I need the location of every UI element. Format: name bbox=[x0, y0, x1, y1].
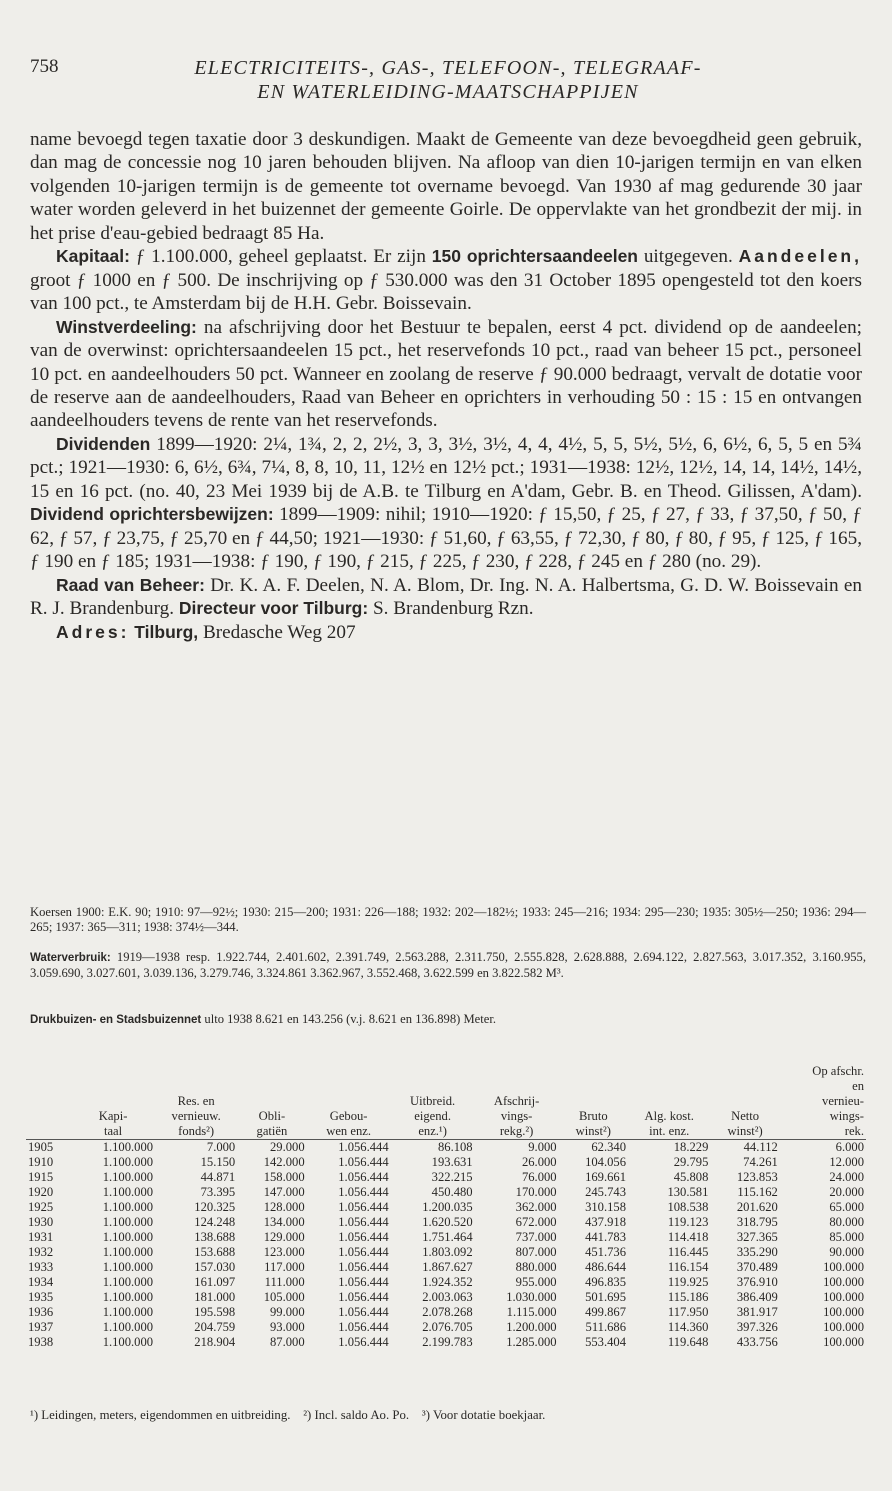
kapitaal-text2: uitgegeven. bbox=[638, 246, 739, 268]
adres-street: Bredasche Weg 207 bbox=[198, 621, 356, 643]
table-cell: 100.000 bbox=[823, 1260, 864, 1274]
table-cell: 62.340 bbox=[591, 1140, 626, 1154]
table-cell: 119.123 bbox=[667, 1215, 709, 1229]
table-cell: 553.404 bbox=[585, 1335, 626, 1349]
table-cell: 955.000 bbox=[515, 1275, 557, 1289]
table-cell: 381.917 bbox=[736, 1305, 778, 1319]
table-cell: 169.661 bbox=[585, 1170, 626, 1184]
table-cell: 2.003.063 bbox=[422, 1290, 473, 1304]
table-cell: 100.000 bbox=[823, 1305, 864, 1319]
table-cell: 201.620 bbox=[736, 1200, 778, 1214]
table-cell: 204.759 bbox=[194, 1320, 236, 1334]
table-cell: 114.360 bbox=[667, 1320, 709, 1334]
table-cell: 1.803.092 bbox=[422, 1245, 473, 1259]
column-header: Kapi- taal bbox=[98, 1109, 128, 1138]
table-cell: 1.100.000 bbox=[102, 1245, 154, 1259]
table-cell: 26.000 bbox=[521, 1155, 557, 1169]
table-cell: 108.538 bbox=[667, 1200, 709, 1214]
adres-paragraph bbox=[30, 621, 862, 644]
table-cell: 1.620.520 bbox=[422, 1215, 473, 1229]
row-year: 1937 bbox=[28, 1320, 54, 1334]
table-cell: 1.867.627 bbox=[422, 1260, 473, 1274]
table-cell: 1.200.000 bbox=[506, 1320, 557, 1334]
table-cell: 1.100.000 bbox=[102, 1260, 154, 1274]
kapitaal-label: Kapitaal: bbox=[56, 246, 130, 267]
table-cell: 138.688 bbox=[194, 1230, 236, 1244]
table-cell: 450.480 bbox=[431, 1185, 473, 1199]
table-cell: 86.108 bbox=[437, 1140, 473, 1154]
table-cell: 29.795 bbox=[673, 1155, 709, 1169]
table-cell: 1.056.444 bbox=[338, 1170, 389, 1184]
row-year: 1910 bbox=[28, 1155, 54, 1169]
directeur-label: Directeur voor Tilburg: bbox=[178, 598, 369, 619]
column-header: Alg. kost. int. enz. bbox=[644, 1109, 694, 1138]
winstverdeeling-paragraph bbox=[30, 316, 862, 433]
table-cell: 1.056.444 bbox=[338, 1320, 389, 1334]
table-cell: 362.000 bbox=[515, 1200, 557, 1214]
table-cell: 2.078.268 bbox=[422, 1305, 473, 1319]
table-cell: 807.000 bbox=[515, 1245, 557, 1259]
table-cell: 1.100.000 bbox=[102, 1185, 154, 1199]
table-cell: 129.000 bbox=[263, 1230, 305, 1244]
row-year: 1935 bbox=[28, 1290, 54, 1304]
raad-paragraph bbox=[30, 574, 862, 621]
adres-city: Tilburg, bbox=[129, 621, 199, 642]
row-year: 1915 bbox=[28, 1170, 54, 1184]
waterverbruik-text: 1919—1938 resp. 1.922.744, 2.401.602, 2.391.749, 2.563.288, 2.311.750, 2.555.828, 2.628.888, 2.694.122, 2.827.563, 3.017.352, 3.160.955, 3.059.690, 3.027.601, 3.039.136, 3.279.746, 3.324.861 3.362.967, 3.552.468, 3.622.599 en 3.822.582 M³. bbox=[30, 950, 866, 980]
adres-label: Adres: bbox=[56, 621, 130, 642]
table-row bbox=[26, 1335, 866, 1350]
table-cell: 1.200.035 bbox=[422, 1200, 473, 1214]
waterverbruik-label: Waterverbruik: bbox=[30, 952, 111, 964]
row-year: 1938 bbox=[28, 1335, 54, 1349]
table-row bbox=[26, 1290, 866, 1305]
table-cell: 73.395 bbox=[200, 1185, 236, 1199]
running-title-line2: EN WATERLEIDING-MAATSCHAPPIJEN bbox=[257, 81, 639, 103]
table-cell: 370.489 bbox=[736, 1260, 778, 1274]
table-cell: 147.000 bbox=[263, 1185, 305, 1199]
table-cell: 1.056.444 bbox=[338, 1275, 389, 1289]
table-row bbox=[26, 1245, 866, 1260]
table-cell: 437.918 bbox=[585, 1215, 626, 1229]
table-cell: 100.000 bbox=[823, 1335, 864, 1349]
table-cell: 1.056.444 bbox=[338, 1260, 389, 1274]
table-cell: 318.795 bbox=[736, 1215, 778, 1229]
table-cell: 1.056.444 bbox=[338, 1200, 389, 1214]
table-row bbox=[26, 1155, 866, 1170]
table-cell: 335.290 bbox=[736, 1245, 778, 1259]
table-cell: 1.056.444 bbox=[338, 1215, 389, 1229]
row-year: 1905 bbox=[28, 1140, 54, 1154]
table-cell: 501.695 bbox=[585, 1290, 626, 1304]
table-cell: 880.000 bbox=[515, 1260, 557, 1274]
table-cell: 9.000 bbox=[528, 1140, 557, 1154]
row-year: 1934 bbox=[28, 1275, 54, 1289]
table-cell: 65.000 bbox=[829, 1200, 864, 1214]
table-cell: 245.743 bbox=[585, 1185, 626, 1199]
table-cell: 1.100.000 bbox=[102, 1200, 154, 1214]
table-cell: 1.056.444 bbox=[338, 1305, 389, 1319]
column-header: Op afschr. en vernieu- wings- rek. bbox=[812, 1064, 864, 1138]
table-cell: 15.150 bbox=[200, 1155, 236, 1169]
drukbuizen-note bbox=[30, 1012, 866, 1028]
table-row bbox=[26, 1320, 866, 1335]
row-year: 1932 bbox=[28, 1245, 54, 1259]
footnote-3: ³) Voor dotatie boekjaar. bbox=[421, 1408, 546, 1422]
directeur-text: S. Brandenburg Rzn. bbox=[368, 598, 534, 620]
table-cell: 496.835 bbox=[585, 1275, 626, 1289]
table-cell: 85.000 bbox=[829, 1230, 864, 1244]
table-cell: 100.000 bbox=[823, 1320, 864, 1334]
table-cell: 1.751.464 bbox=[422, 1230, 473, 1244]
table-cell: 397.326 bbox=[736, 1320, 778, 1334]
table-cell: 672.000 bbox=[515, 1215, 557, 1229]
table-cell: 76.000 bbox=[521, 1170, 557, 1184]
row-year: 1920 bbox=[28, 1185, 54, 1199]
table-cell: 170.000 bbox=[515, 1185, 557, 1199]
financial-table bbox=[26, 1064, 866, 1350]
table-cell: 1.056.444 bbox=[338, 1185, 389, 1199]
table-cell: 1.100.000 bbox=[102, 1230, 154, 1244]
table-cell: 376.910 bbox=[736, 1275, 778, 1289]
table-cell: 310.158 bbox=[585, 1200, 626, 1214]
table-cell: 1.100.000 bbox=[102, 1305, 154, 1319]
table-cell: 90.000 bbox=[829, 1245, 864, 1259]
table-cell: 128.000 bbox=[263, 1200, 305, 1214]
dividend-oprichters-text: 1899—1909: nihil; 1910—1920: ƒ 15,50, ƒ 25, ƒ 27, ƒ 33, ƒ 37,50, ƒ 50, ƒ 62, ƒ 57, ƒ 23,75, ƒ 25,70 en ƒ 44,50; 1921—1930: ƒ 51,60, ƒ 63,55, ƒ 72,30, ƒ 80, ƒ 80, ƒ 95, ƒ 125, ƒ 165, ƒ 190 en ƒ 185; 1931—1938: ƒ 190, ƒ 190, ƒ 215, ƒ 225, ƒ 230, ƒ 228, ƒ 245 en ƒ 280 (no. 29). bbox=[30, 504, 862, 573]
dividend-oprichters-label: Dividend oprichtersbewijzen: bbox=[30, 504, 274, 525]
table-cell: 1.115.000 bbox=[506, 1305, 557, 1319]
table-cell: 100.000 bbox=[823, 1275, 864, 1289]
row-year: 1936 bbox=[28, 1305, 54, 1319]
kapitaal-text3: groot ƒ 1000 en ƒ 500. De inschrijving op ƒ 530.000 was den 31 October 1895 opengesteld tot den koers van 100 pct., te Amsterdam bij de H.H. Gebr. Boissevain. bbox=[30, 269, 862, 315]
table-cell: 1.100.000 bbox=[102, 1320, 154, 1334]
table-cell: 105.000 bbox=[263, 1290, 305, 1304]
table-cell: 44.871 bbox=[200, 1170, 236, 1184]
table-cell: 1.100.000 bbox=[102, 1170, 154, 1184]
table-cell: 1.100.000 bbox=[102, 1275, 154, 1289]
column-header bbox=[26, 1064, 71, 1140]
table-cell: 116.445 bbox=[667, 1245, 709, 1259]
aandeelen-label: Aandeelen, bbox=[738, 246, 862, 267]
table-cell: 1.924.352 bbox=[422, 1275, 473, 1289]
row-year: 1930 bbox=[28, 1215, 54, 1229]
main-text bbox=[30, 128, 862, 644]
table-cell: 193.631 bbox=[431, 1155, 473, 1169]
table-cell: 18.229 bbox=[673, 1140, 709, 1154]
table-cell: 99.000 bbox=[270, 1305, 305, 1319]
table-cell: 100.000 bbox=[823, 1290, 864, 1304]
table-cell: 1.056.444 bbox=[338, 1155, 389, 1169]
table-cell: 130.581 bbox=[667, 1185, 709, 1199]
drukbuizen-text: ulto 1938 8.621 en 143.256 (v.j. 8.621 en 136.898) Meter. bbox=[201, 1012, 497, 1026]
table-cell: 322.215 bbox=[431, 1170, 473, 1184]
table-cell: 1.100.000 bbox=[102, 1140, 154, 1154]
table-cell: 74.261 bbox=[743, 1155, 778, 1169]
column-header: Gebou- wen enz. bbox=[326, 1109, 372, 1138]
table-row bbox=[26, 1260, 866, 1275]
table-row bbox=[26, 1170, 866, 1185]
table-cell: 1.100.000 bbox=[102, 1215, 154, 1229]
table-row bbox=[26, 1140, 866, 1155]
column-header: Res. en vernieuw. fonds²) bbox=[171, 1094, 221, 1138]
table-cell: 134.000 bbox=[263, 1215, 305, 1229]
table-cell: 1.030.000 bbox=[506, 1290, 557, 1304]
table-cell: 115.162 bbox=[737, 1185, 778, 1199]
table-cell: 158.000 bbox=[263, 1170, 305, 1184]
table-cell: 511.686 bbox=[585, 1320, 626, 1334]
footnote-1: ¹) Leidingen, meters, eigendommen en uitbreiding. bbox=[30, 1408, 291, 1422]
waterverbruik-note bbox=[30, 950, 866, 981]
table-cell: 486.644 bbox=[585, 1260, 626, 1274]
table-cell: 386.409 bbox=[736, 1290, 778, 1304]
table-cell: 451.736 bbox=[585, 1245, 626, 1259]
kapitaal-text1: ƒ 1.100.000, geheel geplaatst. Er zijn bbox=[129, 246, 432, 268]
table-cell: 1.100.000 bbox=[102, 1290, 154, 1304]
table-cell: 44.112 bbox=[743, 1140, 778, 1154]
table-cell: 117.000 bbox=[264, 1260, 305, 1274]
column-header: Netto winst²) bbox=[727, 1109, 763, 1138]
table-cell: 124.248 bbox=[194, 1215, 236, 1229]
table-cell: 12.000 bbox=[829, 1155, 864, 1169]
concession-paragraph: name bevoegd tegen taxatie door 3 deskundigen. Maakt de Gemeente van deze bevoegdheid geen gebruik, dan mag de concessie nog 10 jaren behouden blijven. Na afloop van dien 10-jarigen termijn en van elken volgenden 10-jarigen termijn is de gemeente tot overname bevoegd. Van 1930 af mag gedurende 30 jaar water worden geleverd in het buizennet der gemeente Goirle. De oppervlakte van het grondbezit der mij. in het prise d'eau-gebied bedraagt 85 Ha. bbox=[30, 129, 862, 244]
table-cell: 1.056.444 bbox=[338, 1245, 389, 1259]
table-cell: 1.056.444 bbox=[338, 1230, 389, 1244]
dividenden-paragraph bbox=[30, 433, 862, 574]
page-number: 758 bbox=[30, 56, 59, 77]
table-row bbox=[26, 1275, 866, 1290]
table-cell: 142.000 bbox=[263, 1155, 305, 1169]
dividenden-text: 1899—1920: 2¼, 1¾, 2, 2, 2½, 3, 3, 3½, 3½, 4, 4, 4½, 5, 5, 5½, 5½, 6, 6½, 6, 5, 5 en 5¾ pct.; 1921—1930: 6, 6½, 6¾, 7¼, 8, 8, 10, 11, 12½ en 12½ pct.; 1931—1938: 12½, 12½, 14, 14, 14½, 14½, 15 en 16 pct. (no. 40, 23 Mei 1939 bij de A.B. te Tilburg en A'dam, Gebr. B. en Theod. Gilissen, A'dam). bbox=[30, 433, 862, 502]
table-cell: 433.756 bbox=[736, 1335, 778, 1349]
table-cell: 1.056.444 bbox=[338, 1290, 389, 1304]
table-body bbox=[26, 1140, 866, 1351]
column-header: Afschrij- vings- rekg.²) bbox=[493, 1094, 540, 1138]
table-cell: 499.867 bbox=[585, 1305, 626, 1319]
table-cell: 114.418 bbox=[667, 1230, 709, 1244]
row-year: 1925 bbox=[28, 1200, 54, 1214]
page-header bbox=[30, 56, 866, 104]
table-row bbox=[26, 1200, 866, 1215]
table-cell: 2.199.783 bbox=[422, 1335, 473, 1349]
table-cell: 87.000 bbox=[270, 1335, 305, 1349]
table-cell: 157.030 bbox=[194, 1260, 236, 1274]
table-cell: 161.097 bbox=[194, 1275, 236, 1289]
table-cell: 24.000 bbox=[829, 1170, 864, 1184]
table-cell: 120.325 bbox=[194, 1200, 236, 1214]
table-cell: 7.000 bbox=[206, 1140, 236, 1154]
winstverdeeling-label: Winstverdeeling: bbox=[56, 316, 197, 337]
table-cell: 115.186 bbox=[667, 1290, 709, 1304]
table-cell: 737.000 bbox=[515, 1230, 557, 1244]
table-row bbox=[26, 1230, 866, 1245]
table-cell: 1.056.444 bbox=[338, 1140, 389, 1154]
table-row bbox=[26, 1185, 866, 1200]
table-cell: 218.904 bbox=[194, 1335, 236, 1349]
table-cell: 29.000 bbox=[270, 1140, 305, 1154]
table-cell: 119.925 bbox=[667, 1275, 709, 1289]
raad-label: Raad van Beheer: bbox=[56, 574, 205, 595]
table-cell: 6.000 bbox=[835, 1140, 864, 1154]
column-header: Bruto winst²) bbox=[575, 1109, 611, 1138]
table-cell: 20.000 bbox=[829, 1185, 864, 1199]
column-header: Uitbreid. eigend. enz.¹) bbox=[410, 1094, 456, 1138]
table-cell: 45.808 bbox=[673, 1170, 709, 1184]
oprichters-count: 150 oprichtersaandeelen bbox=[431, 246, 638, 267]
table-cell: 117.950 bbox=[667, 1305, 709, 1319]
table-cell: 181.000 bbox=[194, 1290, 236, 1304]
footnote-2: ²) Incl. saldo Ao. Po. bbox=[303, 1408, 410, 1422]
table-cell: 1.056.444 bbox=[338, 1335, 389, 1349]
winstverdeeling-text: na afschrijving door het Bestuur te bepalen, eerst 4 pct. dividend op de aandeelen; van de overwinst: oprichtersaandeelen 15 pct., het reservefonds 10 pct., raad van beheer 15 pct., personeel 10 pct. en aandeelhouders 50 pct. Wanneer en zoolang de reserve ƒ 90.000 bedraagt, vervalt de dotatie voor de reserve aan de aandeelhouders, Raad van Beheer en oprichters in verhouding 50 : 15 : 15 en ontvangen aandeelhouders tevens de rente van het reservefonds. bbox=[30, 316, 862, 432]
row-year: 1933 bbox=[28, 1260, 54, 1274]
table-cell: 80.000 bbox=[829, 1215, 864, 1229]
table-cell: 327.365 bbox=[736, 1230, 778, 1244]
dividenden-label: Dividenden bbox=[56, 433, 151, 454]
running-title-line1: ELECTRICITEITS-, GAS-, TELEFOON-, TELEGRAAF- bbox=[194, 57, 702, 79]
row-year: 1931 bbox=[28, 1230, 54, 1244]
table-cell: 111.000 bbox=[264, 1275, 305, 1289]
table-row bbox=[26, 1305, 866, 1320]
table-cell: 153.688 bbox=[194, 1245, 236, 1259]
table-cell: 195.598 bbox=[194, 1305, 236, 1319]
table-cell: 104.056 bbox=[585, 1155, 626, 1169]
column-header: Obli- gatiën bbox=[256, 1109, 288, 1138]
drukbuizen-label: Drukbuizen- en Stadsbuizennet bbox=[30, 1014, 202, 1026]
table-cell: 441.783 bbox=[585, 1230, 626, 1244]
table-cell: 1.100.000 bbox=[102, 1155, 154, 1169]
table-row bbox=[26, 1215, 866, 1230]
table-cell: 1.100.000 bbox=[102, 1335, 154, 1349]
table-cell: 123.853 bbox=[736, 1170, 778, 1184]
table-cell: 116.154 bbox=[667, 1260, 709, 1274]
table-cell: 123.000 bbox=[263, 1245, 305, 1259]
footnotes bbox=[30, 1408, 866, 1423]
table-cell: 1.285.000 bbox=[506, 1335, 557, 1349]
kapitaal-paragraph bbox=[30, 245, 862, 315]
table-cell: 119.648 bbox=[667, 1335, 709, 1349]
koersen-note: Koersen 1900: E.K. 90; 1910: 97—92½; 1930: 215—200; 1931: 226—188; 1932: 202—182½; 1933: 245—216; 1934: 295—230; 1935: 305½—250; 1936: 294—265; 1937: 365—311; 1938: 374½—344. bbox=[30, 905, 866, 934]
table-cell: 93.000 bbox=[270, 1320, 305, 1334]
raad-text1: Dr. K. A. F. Deelen, N. A. Blom, Dr. Ing. N. A. Halbertsma, G. D. W. Boissevain en R. J. Brandenburg. bbox=[30, 574, 863, 620]
table-header-row bbox=[26, 1064, 866, 1140]
table-cell: 2.076.705 bbox=[422, 1320, 473, 1334]
